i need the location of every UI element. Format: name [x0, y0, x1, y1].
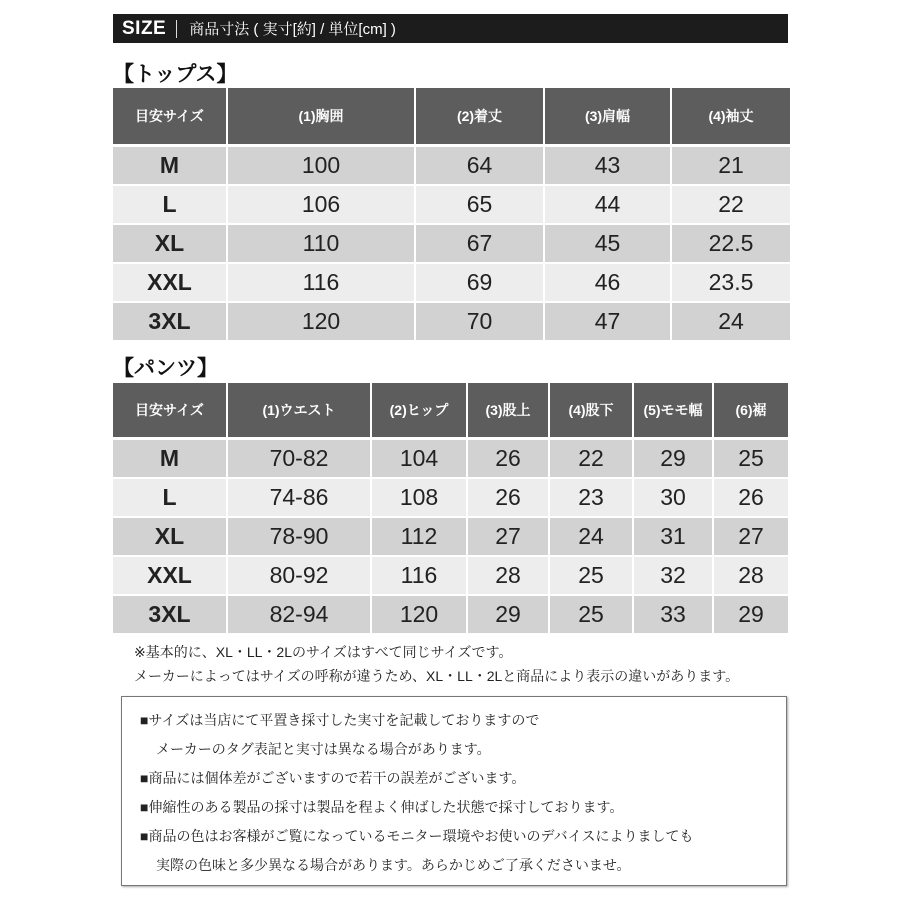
size-cell: XXL: [113, 264, 226, 303]
disclaimer-line: ■商品には個体差がございますので若干の誤差がございます。: [140, 770, 526, 786]
value-cell: 108: [372, 479, 466, 518]
size-cell: M: [113, 147, 226, 186]
value-cell: 27: [714, 518, 788, 557]
value-cell: 43: [545, 147, 670, 186]
value-cell: 27: [468, 518, 548, 557]
value-cell: 25: [714, 440, 788, 479]
table-header-row: [113, 383, 788, 440]
value-cell: 46: [545, 264, 670, 303]
column-header: (2)着丈: [416, 88, 543, 147]
table-row: [113, 225, 790, 264]
value-cell: 45: [545, 225, 670, 264]
value-cell: 28: [468, 557, 548, 596]
column-header: (6)裾: [714, 383, 788, 440]
column-header: (2)ヒップ: [372, 383, 466, 440]
value-cell: 21: [672, 147, 790, 186]
value-cell: 82-94: [228, 596, 370, 635]
value-cell: 32: [634, 557, 712, 596]
value-cell: 23: [550, 479, 632, 518]
title-divider: [176, 20, 177, 38]
size-cell: 3XL: [113, 303, 226, 342]
size-cell: XXL: [113, 557, 226, 596]
table-row: [113, 186, 790, 225]
value-cell: 120: [372, 596, 466, 635]
column-header: (3)股上: [468, 383, 548, 440]
value-cell: 106: [228, 186, 414, 225]
size-cell: 3XL: [113, 596, 226, 635]
column-header: (5)モモ幅: [634, 383, 712, 440]
table-row: [113, 264, 790, 303]
table-row: [113, 518, 788, 557]
value-cell: 25: [550, 596, 632, 635]
size-description: 商品寸法 ( 実寸[約] / 単位[cm] ): [189, 21, 396, 38]
value-cell: 31: [634, 518, 712, 557]
value-cell: 120: [228, 303, 414, 342]
value-cell: 26: [714, 479, 788, 518]
pants-size-table: [111, 383, 790, 635]
value-cell: 65: [416, 186, 543, 225]
disclaimer-line: メーカーのタグ表記と実寸は異なる場合があります。: [156, 741, 491, 757]
disclaimer-box: [121, 696, 787, 886]
value-cell: 80-92: [228, 557, 370, 596]
tops-size-table: [111, 88, 792, 342]
value-cell: 26: [468, 479, 548, 518]
value-cell: 25: [550, 557, 632, 596]
value-cell: 69: [416, 264, 543, 303]
tops-section-title: 【トップス】: [113, 63, 238, 86]
value-cell: 29: [714, 596, 788, 635]
size-cell: XL: [113, 225, 226, 264]
table-row: [113, 303, 790, 342]
column-header: (3)肩幅: [545, 88, 670, 147]
table-row: [113, 440, 788, 479]
value-cell: 23.5: [672, 264, 790, 303]
value-cell: 112: [372, 518, 466, 557]
note-line: ※基本的に、XL・LL・2Lのサイズはすべて同じサイズです。: [134, 644, 513, 660]
value-cell: 64: [416, 147, 543, 186]
column-header: (4)袖丈: [672, 88, 790, 147]
disclaimer-line: ■商品の色はお客様がご覧になっているモニター環境やお使いのデバイスによりましても: [140, 828, 694, 844]
table-row: [113, 147, 790, 186]
value-cell: 100: [228, 147, 414, 186]
column-header: (1)ウエスト: [228, 383, 370, 440]
value-cell: 33: [634, 596, 712, 635]
column-header: 目安サイズ: [113, 88, 226, 147]
disclaimer-line: ■サイズは当店にて平置き採寸した実寸を記載しておりますので: [140, 712, 540, 728]
value-cell: 104: [372, 440, 466, 479]
value-cell: 70: [416, 303, 543, 342]
value-cell: 47: [545, 303, 670, 342]
value-cell: 44: [545, 186, 670, 225]
table-row: [113, 557, 788, 596]
size-cell: L: [113, 186, 226, 225]
value-cell: 70-82: [228, 440, 370, 479]
disclaimer-line: ■伸縮性のある製品の採寸は製品を程よく伸ばした状態で採寸しております。: [140, 799, 624, 815]
value-cell: 116: [372, 557, 466, 596]
value-cell: 30: [634, 479, 712, 518]
table-row: [113, 479, 788, 518]
value-cell: 22: [550, 440, 632, 479]
size-notes: [134, 640, 739, 688]
value-cell: 24: [672, 303, 790, 342]
column-header: (1)胸囲: [228, 88, 414, 147]
value-cell: 78-90: [228, 518, 370, 557]
value-cell: 28: [714, 557, 788, 596]
table-row: [113, 596, 788, 635]
column-header: (4)股下: [550, 383, 632, 440]
table-header-row: [113, 88, 790, 147]
value-cell: 22: [672, 186, 790, 225]
value-cell: 24: [550, 518, 632, 557]
size-cell: L: [113, 479, 226, 518]
pants-section-title: 【パンツ】: [113, 357, 218, 380]
size-title-bar: [113, 14, 788, 43]
value-cell: 29: [468, 596, 548, 635]
size-label: SIZE: [122, 17, 167, 39]
size-cell: XL: [113, 518, 226, 557]
value-cell: 116: [228, 264, 414, 303]
note-line: メーカーによってはサイズの呼称が違うため、XL・LL・2Lと商品により表示の違いがあります。: [134, 668, 740, 684]
disclaimer-line: 実際の色味と多少異なる場合があります。あらかじめご了承くださいませ。: [156, 857, 631, 873]
value-cell: 110: [228, 225, 414, 264]
value-cell: 29: [634, 440, 712, 479]
value-cell: 22.5: [672, 225, 790, 264]
value-cell: 74-86: [228, 479, 370, 518]
size-cell: M: [113, 440, 226, 479]
column-header: 目安サイズ: [113, 383, 226, 440]
value-cell: 26: [468, 440, 548, 479]
value-cell: 67: [416, 225, 543, 264]
